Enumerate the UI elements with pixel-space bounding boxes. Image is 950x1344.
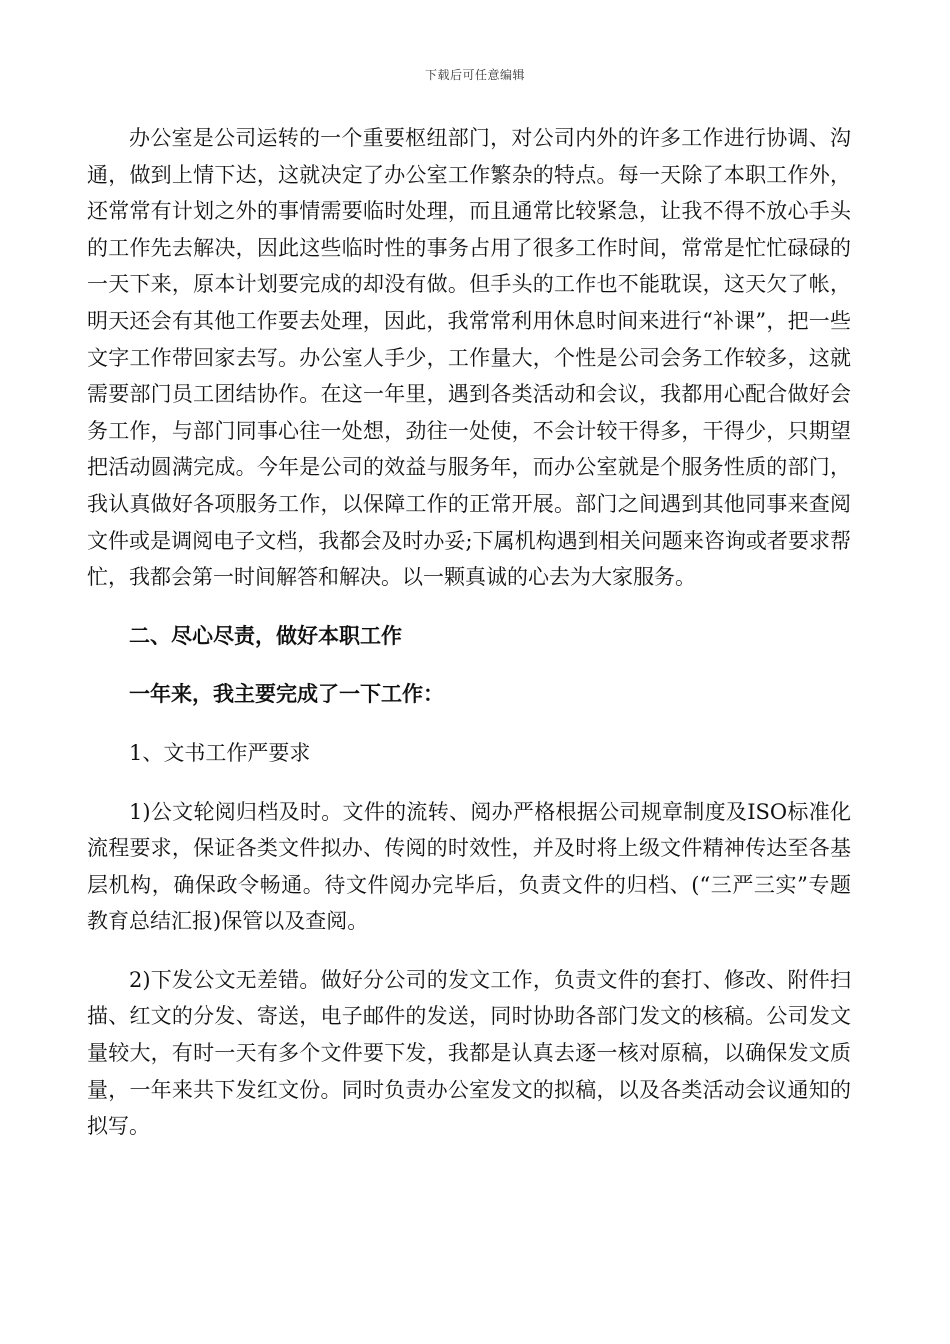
item-title-document-work: 1、文书工作严要求 bbox=[129, 740, 311, 765]
subsection-heading: 一年来，我主要完成了一下工作： bbox=[129, 681, 444, 707]
document-body bbox=[87, 120, 851, 1145]
header-note: 下载后可任意编辑 bbox=[424, 68, 525, 82]
spacer bbox=[87, 772, 851, 794]
section-heading: 二、尽心尽责，做好本职工作 bbox=[129, 622, 402, 648]
spacer bbox=[87, 596, 851, 618]
paragraph-office-work: 办公室是公司运转的一个重要枢纽部门，对公司内外的许多工作进行协调、沟通，做到上情下达，这就决定了办公室工作繁杂的特点。每一天除了本职工作外，还常常有计划之外的事情需要临时处理，而且通常比较紧急，让我不得不放心手头的工作先去解决，因此这些临时性的事务占用了很多工作时间，常常是忙忙碌碌的一天下来，原本计划要完成的却没有做。但手头的工作也不能耽误，这天欠了帐，明天还会有其他工作要去处理，因此，我常常利用休息时间来进行“补课”，把一些文字工作带回家去写。办公室人手少，工作量大，个性是公司会务工作较多，这就需要部门员工团结协作。在这一年里，遇到各类活动和会议，我都用心配合做好会务工作，与部门同事心往一处想，劲往一处使，不会计较干得多，干得少，只期望把活动圆满完成。今年是公司的效益与服务年，而办公室就是个服务性质的部门，我认真做好各项服务工作，以保障工作的正常开展。部门之间遇到其他同事来查阅文件或是调阅电子文档，我都会及时办妥;下属机构遇到相关问题来咨询或者要求帮忙，我都会第一时间解答和解决。以一颗真诚的心去为大家服务。 bbox=[87, 126, 851, 590]
paragraph-document-circulation: 1)公文轮阅归档及时。文件的流转、阅办严格根据公司规章制度及ISO标准化流程要求，保证各类文件拟办、传阅的时效性，并及时将上级文件精神传达至各基层机构，确保政令畅通。待文件阅办完毕后，负责文件的归档、(“三严三实”专题教育总结汇报)保管以及查阅。 bbox=[87, 799, 851, 934]
spacer bbox=[87, 713, 851, 735]
spacer bbox=[87, 654, 851, 676]
spacer bbox=[87, 940, 851, 962]
paragraph-document-issuing: 2)下发公文无差错。做好分公司的发文工作，负责文件的套打、修改、附件扫描、红文的分发、寄送，电子邮件的发送，同时协助各部门发文的核稿。公司发文量较大，有时一天有多个文件要下发，我都是认真去逐一核对原稿，以确保发文质量，一年来共下发红文份。同时负责办公室发文的拟稿，以及各类活动会议通知的拟写。 bbox=[87, 967, 851, 1139]
